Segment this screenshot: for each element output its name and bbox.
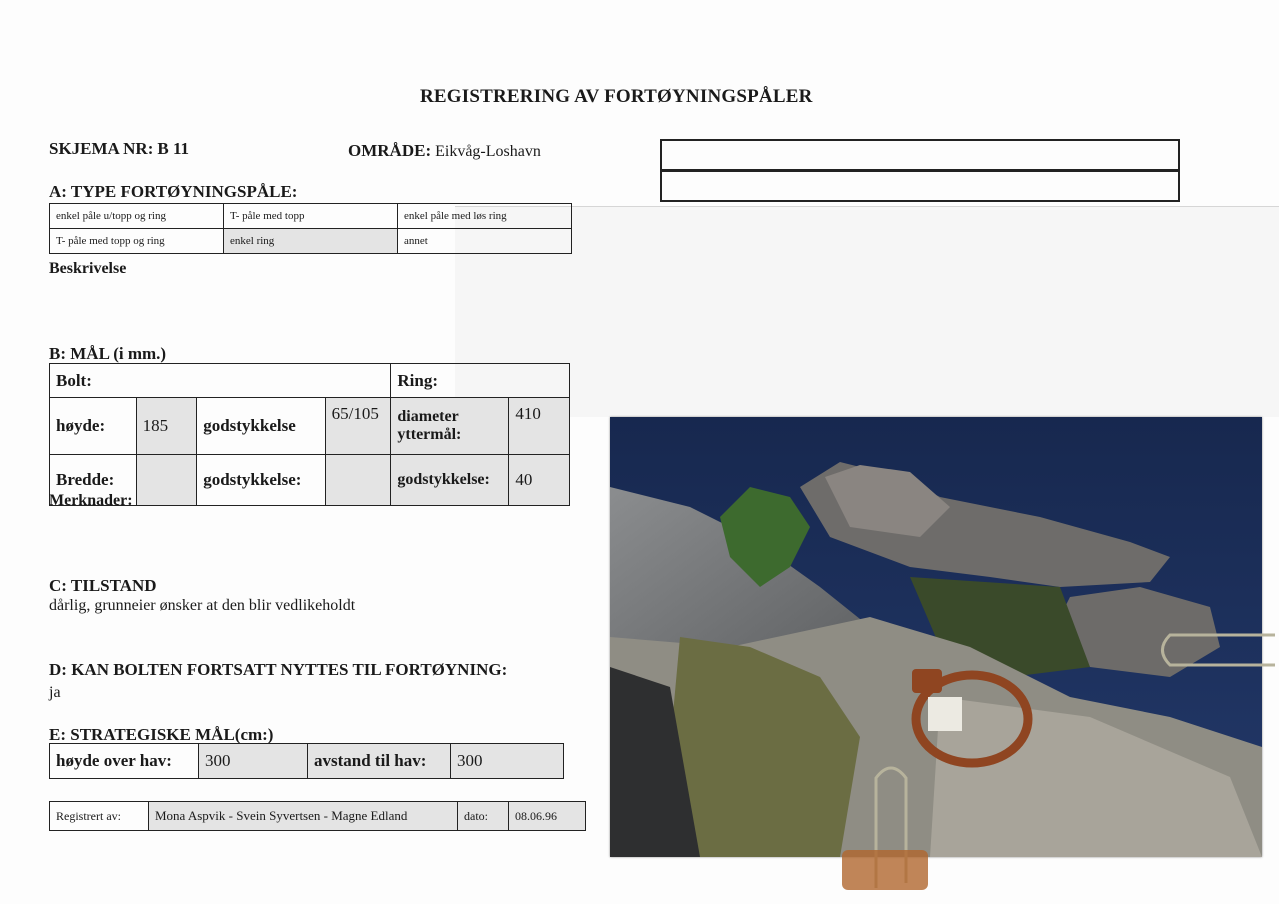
godstykkelse2-value — [325, 455, 391, 506]
ring-godstykkelse-label: godstykkelse: — [391, 455, 509, 506]
hoyde-label: høyde: — [50, 398, 137, 455]
bredde-value — [136, 455, 197, 506]
ring-godstykkelse-value: 40 — [509, 455, 570, 506]
section-e-heading: E: STRATEGISKE MÅL(cm:) — [49, 725, 274, 744]
avstand-til-hav-label: avstand til hav: — [308, 744, 451, 779]
omrade: OMRÅDE: Eikvåg-Loshavn — [348, 141, 541, 160]
avstand-til-hav-value: 300 — [451, 744, 564, 779]
skjema-nr: SKJEMA NR: B 11 — [49, 139, 190, 158]
paper-fold — [455, 206, 1279, 417]
registrert-label: Registrert av: — [50, 802, 149, 831]
bredde-label: Bredde: — [50, 455, 137, 506]
beskrivelse-label: Beskrivelse — [49, 260, 127, 277]
bolt-header: Bolt: — [50, 364, 391, 398]
hoyde-value: 185 — [136, 398, 197, 455]
measurements-table — [49, 363, 570, 506]
godstykkelse-label: godstykkelse — [197, 398, 325, 455]
paper-clip-right-icon — [1150, 620, 1279, 680]
registrert-table — [49, 801, 586, 831]
diameter-value: 410 — [509, 398, 570, 455]
section-d-heading: D: KAN BOLTEN FORTSATT NYTTES TIL FORTØYNING: — [49, 660, 508, 679]
ring-header: Ring: — [391, 364, 570, 398]
tilstand-text: dårlig, grunneier ønsker at den blir vedlikeholdt — [49, 597, 356, 614]
type-table — [49, 203, 572, 254]
dato-label: dato: — [458, 802, 509, 831]
empty-field-1 — [660, 139, 1180, 171]
godstykkelse2-label: godstykkelse: — [197, 455, 325, 506]
type-cell: annet — [398, 229, 572, 254]
type-cell: enkel påle med løs ring — [398, 204, 572, 229]
registrert-names: Mona Aspvik - Svein Syvertsen - Magne Edland — [149, 802, 458, 831]
empty-field-2 — [660, 170, 1180, 202]
dato-value: 08.06.96 — [509, 802, 586, 831]
rust-stain — [842, 850, 928, 890]
type-cell-selected: enkel ring — [224, 229, 398, 254]
section-a-heading: A: TYPE FORTØYNINGSPÅLE: — [49, 182, 298, 201]
type-cell: T- påle med topp — [224, 204, 398, 229]
section-c-heading: C: TILSTAND — [49, 576, 157, 595]
type-cell: enkel påle u/topp og ring — [50, 204, 224, 229]
fortoyning-answer: ja — [49, 684, 61, 701]
page-title: REGISTRERING AV FORTØYNINGSPÅLER — [420, 86, 813, 107]
merknader-label: Merknader: — [49, 492, 133, 509]
godstykkelse-value: 65/105 — [325, 398, 391, 455]
hoyde-over-hav-value: 300 — [199, 744, 308, 779]
strategic-table — [49, 743, 564, 779]
section-b-heading: B: MÅL (i mm.) — [49, 344, 167, 363]
type-cell: T- påle med topp og ring — [50, 229, 224, 254]
hoyde-over-hav-label: høyde over hav: — [50, 744, 199, 779]
diameter-label: diameter yttermål: — [391, 398, 509, 455]
